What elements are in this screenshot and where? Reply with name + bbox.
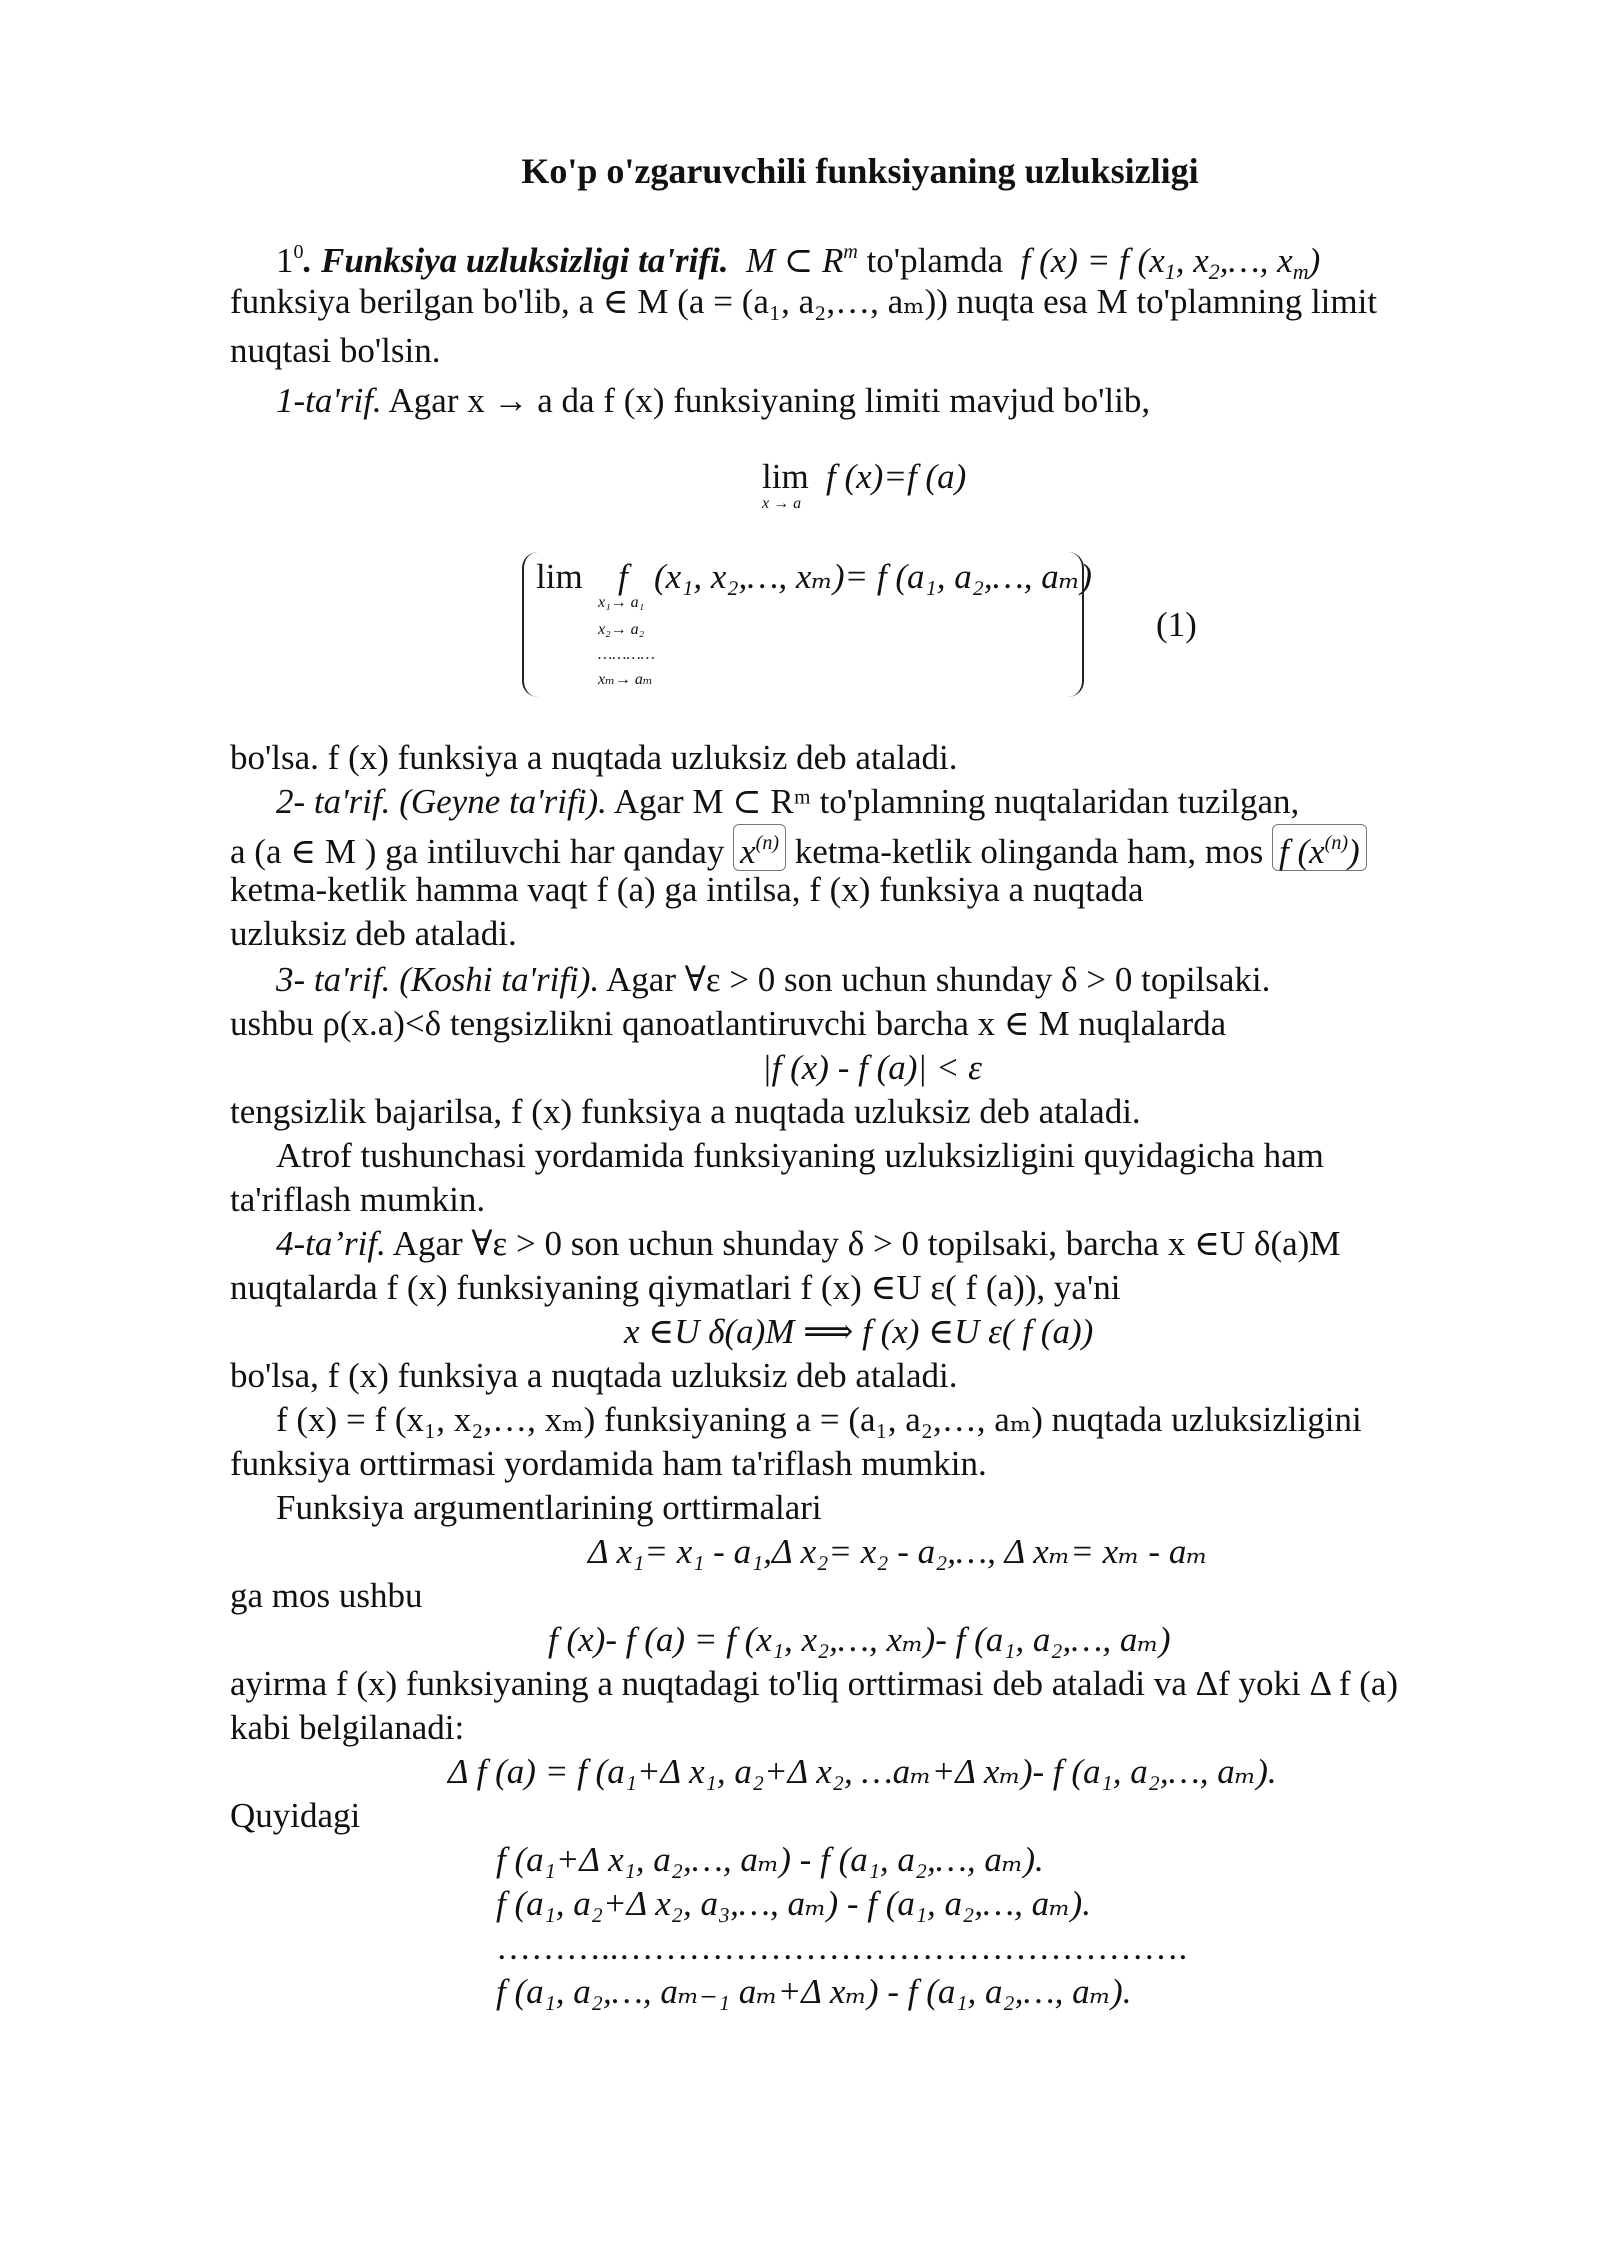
sequence-bracket: $x^{(n)}$	[733, 824, 786, 871]
increment-line-7: Quyidagi	[230, 1796, 361, 1835]
lim-sub-dots: …………	[598, 646, 655, 663]
def2-name: (Geyne ta'rifi).	[399, 782, 607, 821]
increment-line-2: funksiya orttirmasi yordamida ham ta'riflash mumkin.	[230, 1444, 987, 1483]
def2-line-4: uzluksiz deb ataladi.	[230, 914, 517, 953]
def3-formula: |f (x) - f (a)| < ε	[762, 1048, 982, 1087]
section-heading: . Funksiya uzluksizligi ta'rifi.	[303, 241, 729, 280]
lim-sub-1: x₁→ a₁	[598, 594, 645, 611]
increment-line-4: ga mos ushbu	[230, 1576, 423, 1615]
increment-formula-3: Δ f (a) = f (a₁+Δ x₁, a₂+Δ x₂, …aₘ+Δ xₘ)- f (a₁, a₂,…, aₘ).	[448, 1752, 1277, 1791]
increment-line-5: ayirma f (x) funksiyaning a nuqtadagi to'liq orttirmasi deb ataladi va Δf yoki Δ f (a)	[230, 1664, 1399, 1703]
def2-line-1-text: Agar M ⊂ Rᵐ to'plamning nuqtalaridan tuzilgan,	[613, 782, 1300, 821]
def1-lim-sub: x → a	[762, 495, 802, 512]
increment-list-dots: ………..………………………………………….	[496, 1928, 1188, 1967]
def1-label: 1-ta'rif.	[276, 381, 382, 420]
set-expression: M ⊂ $R^m$	[737, 241, 858, 280]
def3-line-4: Atrof tushunchasi yordamida funksiyaning uzluksizligini quyidagicha ham	[276, 1136, 1324, 1175]
increment-list-item: f (a₁+Δ x₁, a₂,…, aₘ) - f (a₁, a₂,…, aₘ).	[496, 1840, 1044, 1879]
def3-line-1	[276, 958, 1270, 1002]
increment-list-item: f (a₁, a₂,…, aₘ₋₁ aₘ+Δ xₘ) - f (a₁, a₂,…, aₘ).	[496, 1972, 1132, 2011]
def4-label: 4-ta’rif.	[276, 1224, 386, 1263]
section-number: 1	[276, 241, 294, 280]
def2-line-3: ketma-ketlik hamma vaqt f (a) ga intilsa, f (x) funksiya a nuqtada	[230, 870, 1144, 909]
def1-lim-2: lim	[536, 557, 583, 596]
def1-formula-2: f (x₁, x₂,…, xₘ)= f (a₁, a₂,…, aₘ)	[618, 557, 1092, 596]
def4-line-2: nuqtalarda f (x) funksiyaning qiymatlari f (x) ∈U ε( f (a)), ya'ni	[230, 1268, 1121, 1307]
def1-formula-1: f (x)=f (a)	[826, 457, 967, 496]
def4-line-1	[276, 1222, 1340, 1266]
increment-list-item: f (a₁, a₂+Δ x₂, a₃,…, aₘ) - f (a₁, a₂,…, aₘ).	[496, 1884, 1091, 1923]
function-sequence-bracket: f $(x^{(n)})$	[1272, 824, 1367, 871]
section-text-a: to'plamda	[866, 241, 1004, 280]
lim-sub-2: x₂→ a₂	[598, 621, 645, 638]
function-expression: f (x) = f ($x_1$, $x_2,\dots$, $x_m$)	[1011, 241, 1321, 284]
right-paren	[1068, 552, 1084, 697]
def1-line-1	[276, 379, 1150, 423]
def4-line-3: bo'lsa, f (x) funksiya a nuqtada uzluksiz deb ataladi.	[230, 1356, 958, 1395]
def1-lim: lim	[762, 457, 809, 496]
def3-line-3: tengsizlik bajarilsa, f (x) funksiya a nuqtada uzluksiz deb ataladi.	[230, 1092, 1141, 1131]
def4-formula: x ∈U δ(a)M ⟹ f (x) ∈U ε( f (a))	[624, 1312, 1094, 1351]
lim-sub-m: xₘ→ aₘ	[598, 671, 653, 688]
def1-after: bo'lsa. f (x) funksiya a nuqtada uzluksiz deb ataladi.	[230, 738, 958, 777]
def2-line-1	[276, 780, 1299, 824]
increment-formula-2: f (x)- f (a) = f (x₁, x₂,…, xₘ)- f (a₁, a₂,…, aₘ)	[548, 1620, 1171, 1659]
equation-number: (1)	[1156, 605, 1197, 644]
page-title: Ko'p o'zgaruvchili funksiyaning uzluksizligi	[521, 151, 1199, 191]
def3-line-1-text: Agar ∀ε > 0 son uchun shunday δ > 0 topilsaki.	[606, 960, 1271, 999]
def2-line-2b: ketma-ketlik olinganda ham, mos	[794, 832, 1264, 871]
section-number-sup: 0	[293, 241, 304, 263]
def3-label: 3- ta'rif.	[276, 960, 391, 999]
def4-line-1-text: Agar ∀ε > 0 son uchun shunday δ > 0 topilsaki, barcha x ∈U δ(a)M	[392, 1224, 1341, 1263]
increment-line-3: Funksiya argumentlarining orttirmalari	[276, 1488, 822, 1527]
increment-line-6: kabi belgilanadi:	[230, 1708, 465, 1747]
def2-line-2	[230, 824, 1367, 874]
def2-label: 2- ta'rif.	[276, 782, 391, 821]
section-1-line-3: nuqtasi bo'lsin.	[230, 331, 441, 370]
increment-line-1: f (x) = f (x₁, x₂,…, xₘ) funksiyaning a = (a₁, a₂,…, aₘ) nuqtada uzluksizligini	[276, 1400, 1362, 1439]
def3-line-2: ushbu ρ(x.a)<δ tengsizlikni qanoatlantiruvchi barcha x ∈ M nuqlalarda	[230, 1004, 1227, 1043]
def3-line-5: ta'riflash mumkin.	[230, 1180, 486, 1219]
def2-line-2a: a (a ∈ M ) ga intiluvchi har qanday	[230, 832, 725, 871]
section-1-line-2: funksiya berilgan bo'lib, a ∈ M (a = (a₁, a₂,…, aₘ)) nuqta esa M to'plamning limit	[230, 282, 1378, 321]
increment-formula-1: Δ x₁= x₁ - a₁,Δ x₂= x₂ - a₂,…, Δ xₘ= xₘ - aₘ	[588, 1532, 1208, 1571]
def1-text: Agar x → a da f (x) funksiyaning limiti mavjud bo'lib,	[388, 381, 1151, 420]
def3-name: (Koshi ta'rifi).	[399, 960, 600, 999]
